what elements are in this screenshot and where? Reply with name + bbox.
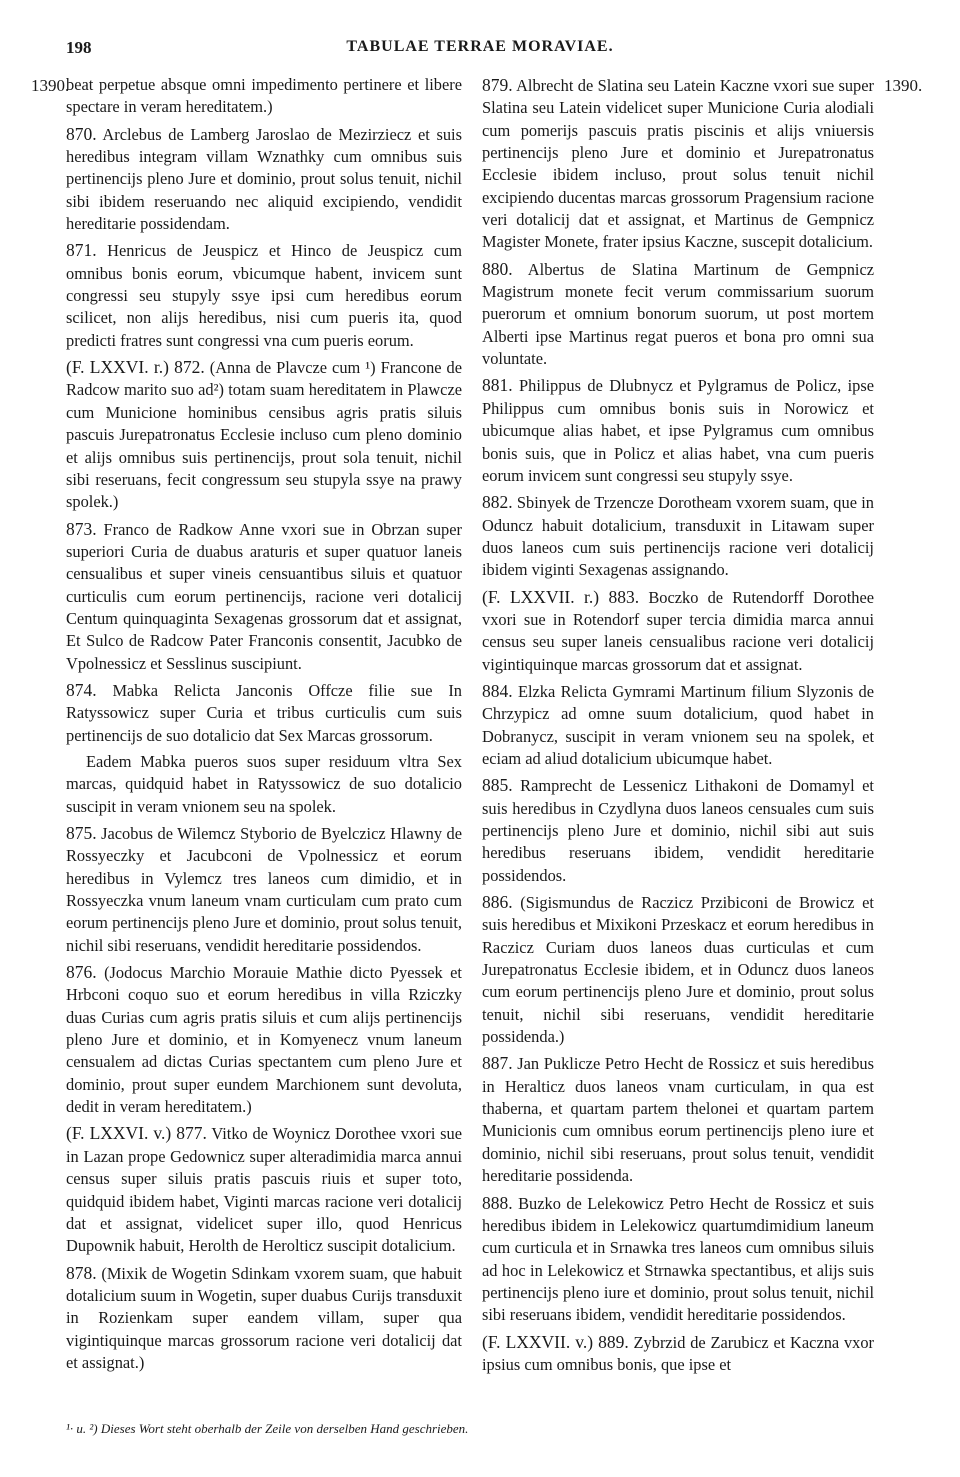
entry-number: 880. <box>482 258 513 279</box>
entry-paragraph <box>482 891 874 1048</box>
running-title: TABULAE TERRAE MORAVIAE. <box>346 38 614 55</box>
entry-text: Boczko de Rutendorff Dorothee vxori sue in Rotendorf super tercia dimidia marca annui census seu super laneis censualibus racione veri dotalicij vigintiquinque marcas grossorum dat et assignat. <box>482 587 874 674</box>
entry-number: 870. <box>66 123 97 144</box>
entry-text: Eadem Mabka pueros suos super residuum vltra Sex marcas, quidquid habet in Ratyssowicz de suo dotalicio suscipit in veram vnionem seu na spolek. <box>66 751 462 816</box>
entry-number: (F. LXXVI. v.) 877. <box>66 1123 207 1144</box>
entry-text: Jan Puklicze Petro Hecht de Rossicz et suis heredibus in Heralticz duos laneos vnam curticulam, in qua est thaberna, et quartam partem thelonei et quartam partem Municionis cum omnibus eorum pertinencijs pleno iure et dominio, nichil sibi reseruans, prout solus tenuit, vendidit hereditarie possidenda. <box>482 1054 874 1186</box>
entry-text: Arclebus de Lamberg Jaroslao de Mezirziecz et suis heredibus integram villam Wznathky cum omnibus suis pertinencijs pleno Jure et dominio, prout solus tenuit, nichil sibi ibidem reseruando nec aliquid excipiendo, vendidit hereditarie possidendam. <box>66 124 462 234</box>
page-header <box>0 38 960 62</box>
entry-paragraph <box>482 1052 874 1187</box>
entry-number: 879. <box>482 75 513 95</box>
entry-text: Ramprecht de Lessenicz Lithakoni de Domamyl et suis heredibus in Czydlyna duos laneos censuales cum suis pertinencijs pleno Jure et dominio, nichil sibi aut suis heredibus reseruans ibidem, vendidit hereditarie possidendos. <box>482 776 874 885</box>
entry-number: (F. LXXVII. v.) 889. <box>482 1331 629 1352</box>
entry-number: 885. <box>482 775 513 796</box>
entry-number: 887. <box>482 1053 513 1074</box>
entry-paragraph <box>482 774 874 887</box>
entry-number: 881. <box>482 375 513 396</box>
entry-number: 884. <box>482 680 513 701</box>
entry-paragraph <box>482 586 874 676</box>
entry-paragraph <box>66 239 462 352</box>
footnote: ¹· u. ²) Dieses Wort steht oberhalb der Zeile von derselben Hand geschrieben. <box>66 1421 469 1436</box>
entry-paragraph <box>66 123 462 236</box>
margin-year-left: 1390. <box>31 76 70 95</box>
entry-number: 875. <box>66 823 97 843</box>
left-column <box>66 74 462 1374</box>
entry-text: Albertus de Slatina Martinum de Gempnicz Magistrum monete fecit verum commissarium suorum puerorum et omnium bonorum suorum, ut post mortem Alberti ipse Martinus regat pueros et bona pro omni sua voluntate. <box>482 259 874 369</box>
entry-paragraph <box>66 961 462 1118</box>
entry-number: 878. <box>66 1262 97 1283</box>
entry-number: 888. <box>482 1192 513 1213</box>
entry-paragraph <box>482 491 874 581</box>
entry-paragraph <box>66 751 462 818</box>
entry-paragraph <box>482 258 874 371</box>
entry-text: beat perpetue absque omni impedimento pertinere et libere spectare in veram hereditatem.) <box>66 75 462 117</box>
entry-number: 871. <box>66 240 97 261</box>
entry-number: (F. LXXVI. r.) 872. <box>66 357 205 378</box>
entry-text: Mabka Relicta Janconis Offcze filie sue In Ratyssowicz super Curia et tribus curticulis cum suis pertinencijs de suo dotalicio dat Sex Marcas grossorum. <box>66 680 462 745</box>
entry-text: (Jodocus Marchio Morauie Mathie dicto Pyessek et Hrbconi coquo suo et eorum heredibus in villa Rziczky duas Curias cum agris pratis siluis et cum alijs pertinencijs pleno Jure et dominio, et in Komyenecz vnum laneum censualem ad dictas Curias spectantem cum pleno Jure et dominio, prout super eundem Marchionem sunt devoluta, dedit in veram hereditatem.) <box>66 963 462 1117</box>
entry-text: (Mixik de Wogetin Sdinkam vxorem suam, que habuit dotalicium suum in Wogetin, super duabus Curijs transduxit in Rozienkam super eandem villam, super qua vigintiquinque marcas grossorum racione veri dotalicij dat et assignat.) <box>66 1263 462 1372</box>
entry-paragraph <box>482 680 874 770</box>
entry-text: Vitko de Woynicz Dorothee vxori sue in Lazan prope Gedownicz super alteradimidia marca annui census super siluis pratis pascuis riuis et super toto, quidquid ibidem habet, Viginti marcas racione veri dotalicij dat et assignat, videlicet super illo, quod Henricus Dupownik habuit, Herolth de Herolticz suscipit dotalicium. <box>66 1124 462 1256</box>
entry-text: Franco de Radkow Anne vxori sue in Obrzan super superiori Curia de duabus araturis et super quatuor laneis censualibus et super vineis censuantibus siluis et quatuor curticulis cum eorum pertinencijs, racione veri dotalicij Centum quinquaginta Sexagenas grossorum dat et assignat, Et Sulco de Radcow Pater Franconis consentit, Jacubko de Vpolnessicz et Sesslinus suscipiunt. <box>66 519 462 673</box>
entry-number: (F. LXXVII. r.) 883. <box>482 586 640 607</box>
entry-number: 886. <box>482 892 513 913</box>
entry-text: Philippus de Dlubnycz et Pylgramus de Policz, ipse Philippus cum omnibus bonis suis in Norowicz et ubicumque alias habet, et ipse Pylgramus cum omnibus bonis suis, que in Policz et alias habet, vna cum pueris eorum invicem sunt congressi seu stupyly ssye. <box>482 376 874 485</box>
entry-paragraph <box>66 1122 462 1257</box>
entry-text: Buzko de Lelekowicz Petro Hecht de Rossicz et suis heredibus ibidem in Lelekowicz quartumdimidium laneum cum curticula et in Srnawka tres laneos cum omnibus siluis ad hoc in Lelekowicz et Strnawka spectantibus, et alijs suis pertinencijs pleno iure et dominio, prout solus tenuit, nichil sibi reseruans ibidem, vendidit hereditarie possidendos. <box>482 1193 874 1325</box>
entry-paragraph <box>66 74 462 119</box>
entry-text: Albrecht de Slatina seu Latein Kaczne vxori sue super Slatina seu Latein videlicet super Municione Curia alodiali cum pomerijs pascuis pratis piscinis et alijs vniuersis pertinencijs pleno Jure et dominio et Jurepatronatus Ecclesie ibidem incluso, prout solus tenuit nichil excipiendo ducentas marcas grossorum Pragensium racione veri dotalicij dat et assignat, et Martinus de Gempnicz Magister Monete, frater ipsius Kaczne, suscepit dotalicium. <box>482 76 874 252</box>
entry-paragraph <box>482 74 874 254</box>
entry-paragraph <box>482 1331 874 1377</box>
entry-paragraph <box>66 518 462 675</box>
entry-text: Elzka Relicta Gymrami Martinum filium Slyzonis de Chrzypicz ad omne suum dotalicium, quod habet in Dobranycz, suscipit in veram vnionem seu na spolek, et eciam ad aliud dotalicium ubicumque habet. <box>482 681 874 768</box>
page-number: 198 <box>66 38 92 57</box>
entry-number: 873. <box>66 518 97 539</box>
margin-year-right: 1390. <box>884 76 923 95</box>
entry-text: Jacobus de Wilemcz Styborio de Byelczicz Hlawny de Rossyeczky et Jacubconi de Vpolnessicz et eorum heredibus in Vylemcz tres laneos cum dimidio, et in Rossyeczka vnum laneum vnam curticulam cum prato cum eorum pertinencijs pleno Jure et dominio, prout solus tenuit, nichil sibi reseruans, vendidit hereditarie possidendos. <box>66 824 462 955</box>
entry-number: 874. <box>66 679 97 700</box>
entry-text: (Sigismundus de Raczicz Przibiconi de Browicz et suis heredibus et Mixikoni Przeskacz et eorum heredibus in Raczicz Curiam duos laneos duas curticulas et cum Jurepatronatus Ecclesie ibidem, et in Oduncz duos laneos cum eorum pertinencijs pleno Jure et dominio, prout solus tenuit, nichil sibi reseruans, vendidit hereditarie possidenda.) <box>482 893 874 1047</box>
entry-paragraph <box>482 374 874 487</box>
entry-text: Henricus de Jeuspicz et Hinco de Jeuspicz cum omnibus bonis eorum, vbicumque habent, invicem sunt congressi seu stupyly ssye ipsi cum heredibus eorum scilicet, non alijs heredibus, nisi cum pueris ita, quod predicti fratres sunt congressi vna cum pueris eorum. <box>66 241 462 350</box>
entry-number: 882. <box>482 492 513 513</box>
entry-number: 876. <box>66 962 97 983</box>
right-column <box>482 74 874 1376</box>
entry-text: Zybrzid de Zarubicz et Kaczna vxor ipsius cum omnibus bonis, que ipse et <box>482 1332 875 1374</box>
entry-paragraph <box>66 1262 462 1375</box>
entry-paragraph <box>66 679 462 747</box>
entry-paragraph <box>66 356 462 513</box>
entry-text: (Anna de Plavcze cum ¹) Francone de Radcow marito suo ad²) totam suam hereditatem in Plawcze cum Municione hominibus censibus agris pratis siluis pascuis Jurepatronatus Ecclesie incluso cum pleno dominio et alijs omnibus suis pertinencijs, prout sola tenuit, nichil sibi reseruans, fecit congressum seu stupyla ssye na prawy spolek.) <box>66 358 462 512</box>
entry-text: Sbinyek de Trzencze Dorotheam vxorem suam, que in Oduncz habuit dotalicium, transduxit in Litawam super duos laneos cum suis pertinencijs racione veri dotalicij ibidem viginti Sexagenas assignando. <box>482 493 874 580</box>
entry-paragraph <box>66 822 462 957</box>
entry-paragraph <box>482 1192 874 1327</box>
